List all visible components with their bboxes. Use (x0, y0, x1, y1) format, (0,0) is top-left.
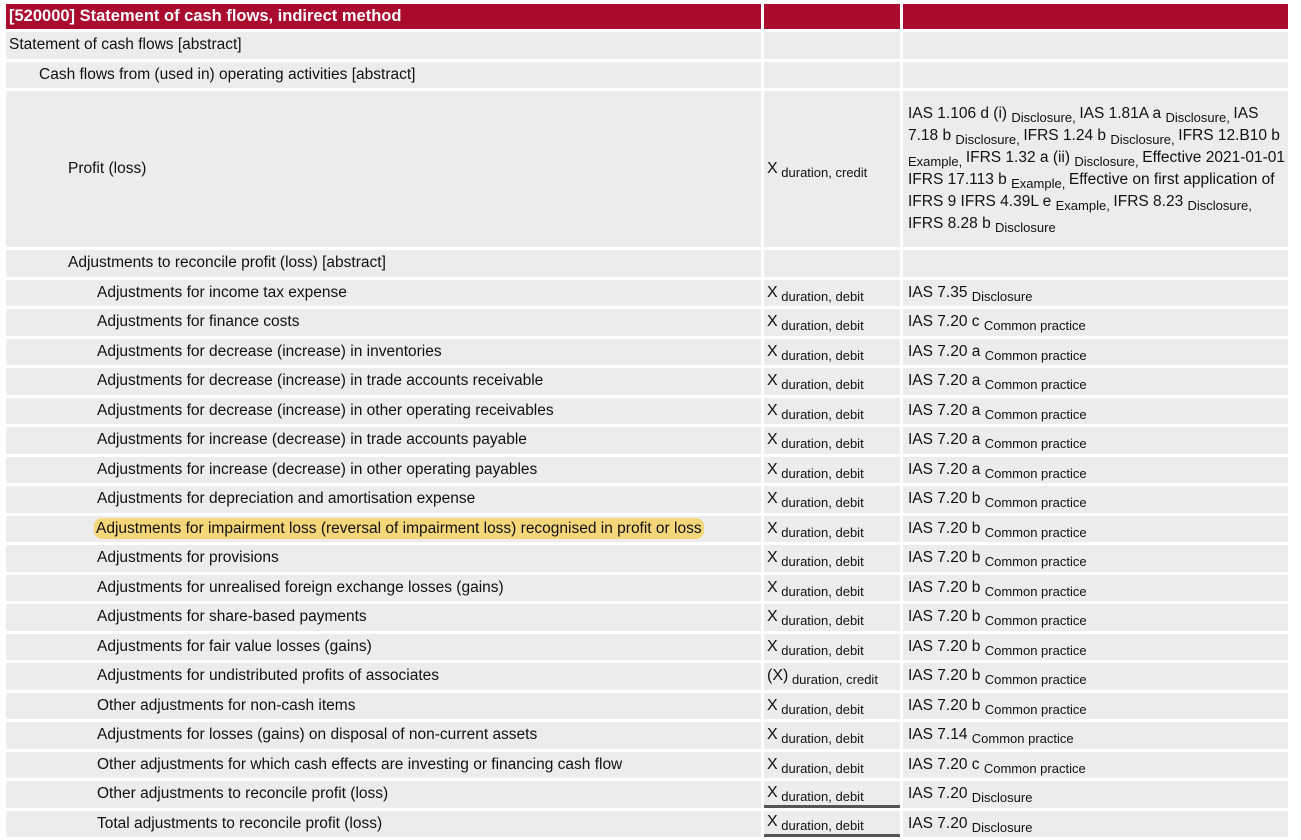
value-marker: X (767, 578, 778, 596)
reference-text: IFRS 8.28 b (908, 214, 996, 232)
references-cell (903, 604, 1288, 631)
table-row (6, 752, 1288, 779)
reference-text: Effective on first application of IFRS 9 IFRS 4.39L e (908, 170, 1275, 210)
references-cell (903, 427, 1288, 454)
reference-separator: , (1106, 197, 1114, 213)
concept-label-cell (6, 339, 761, 366)
reference-text: IAS 7.18 b (908, 104, 1259, 144)
reference-type: Disclosure (971, 288, 1033, 304)
references-cell (903, 663, 1288, 690)
concept-label: Adjustments for income tax expense (97, 283, 347, 301)
section-title: [520000] Statement of cash flows, indirect method (6, 4, 761, 29)
concept-label: Adjustments for share-based payments (97, 608, 367, 626)
references-cell (903, 486, 1288, 513)
reference-text: IAS 7.20 a (908, 401, 985, 419)
reference-text: IAS 7.20 a (908, 460, 985, 478)
concept-label: Adjustments for decrease (increase) in other operating receivables (97, 401, 554, 419)
concept-label: Profit (loss) (68, 160, 147, 177)
period-balance-type: duration, debit (777, 318, 864, 334)
reference-text: IFRS 8.23 (1113, 192, 1188, 210)
value-marker: X (767, 431, 778, 449)
concept-label: Adjustments for decrease (increase) in trade accounts receivable (97, 372, 544, 390)
balance-cell (764, 368, 900, 395)
table-row (6, 398, 1288, 425)
concept-label-cell (6, 811, 761, 838)
reference-type: Common practice (984, 642, 1087, 658)
concept-label: Total adjustments to reconcile profit (loss) (97, 814, 383, 832)
references-cell (903, 398, 1288, 425)
table-row (6, 250, 1288, 277)
references-cell (903, 516, 1288, 543)
references-cell (903, 280, 1288, 307)
references-cell (903, 722, 1288, 749)
table-row (6, 634, 1288, 661)
value-marker: X (767, 160, 778, 177)
concept-label: Adjustments for depreciation and amortisation expense (97, 490, 476, 508)
table-row (6, 309, 1288, 336)
concept-label-cell (6, 457, 761, 484)
value-marker: X (767, 372, 778, 390)
reference-separator: , (1061, 175, 1069, 191)
table-row (6, 604, 1288, 631)
table-row (6, 663, 1288, 690)
references-cell (903, 634, 1288, 661)
concept-label-cell (6, 663, 761, 690)
reference-text: IAS 7.20 (908, 814, 972, 832)
reference-text: IFRS 1.24 b (1023, 126, 1111, 144)
reference-type: Common practice (984, 583, 1087, 599)
reference-type: Common practice (984, 347, 1087, 363)
reference-type: Disclosure (955, 131, 1017, 147)
reference-type: Disclosure (971, 819, 1033, 835)
balance-cell (764, 250, 900, 277)
balance-cell (764, 486, 900, 513)
period-balance-type: duration, debit (777, 731, 864, 747)
reference-type: Common practice (984, 436, 1087, 452)
balance-cell (764, 604, 900, 631)
reference-type: Common practice (984, 672, 1087, 688)
table-row (6, 339, 1288, 366)
concept-label-cell (6, 634, 761, 661)
table-body (6, 32, 1288, 837)
period-balance-type: duration, debit (777, 436, 864, 452)
concept-label-cell (6, 250, 761, 277)
value-marker: X (767, 283, 778, 301)
reference-text: IAS 7.20 a (908, 431, 985, 449)
reference-text: Effective 2021-01-01 IFRS 17.113 b (908, 148, 1286, 188)
references-cell (903, 781, 1288, 808)
period-balance-type: duration, debit (777, 613, 864, 629)
concept-label: Statement of cash flows [abstract] (9, 36, 242, 54)
concept-label: Adjustments to reconcile profit (loss) [abstract] (68, 254, 386, 272)
balance-cell (764, 91, 900, 247)
concept-label-cell (6, 693, 761, 720)
reference-text: IAS 7.35 (908, 283, 972, 301)
value-marker: X (767, 342, 778, 360)
reference-type: Common practice (984, 465, 1087, 481)
concept-label: Adjustments for unrealised foreign exchange losses (gains) (97, 578, 504, 596)
references-cell (903, 368, 1288, 395)
balance-cell (764, 457, 900, 484)
reference-text: IAS 7.20 a (908, 342, 985, 360)
table-row (6, 693, 1288, 720)
value-marker: X (767, 783, 778, 801)
concept-label-cell (6, 427, 761, 454)
concept-label: Adjustments for finance costs (97, 313, 300, 331)
references-cell (903, 250, 1288, 277)
concept-label: Other adjustments for non-cash items (97, 696, 356, 714)
concept-label-cell (6, 722, 761, 749)
balance-cell (764, 516, 900, 543)
references-cell (903, 32, 1288, 59)
reference-type: Common practice (984, 377, 1087, 393)
concept-label: Adjustments for losses (gains) on disposal of non-current assets (97, 726, 538, 744)
reference-text: IAS 7.20 b (908, 696, 985, 714)
reference-text: IAS 7.20 b (908, 608, 985, 626)
period-balance-type: duration, debit (777, 642, 864, 658)
references-cell (903, 575, 1288, 602)
table-row (6, 32, 1288, 59)
concept-label-cell (6, 280, 761, 307)
reference-type: Disclosure (1165, 109, 1227, 125)
balance-cell (764, 398, 900, 425)
reference-type: Disclosure (971, 790, 1033, 806)
reference-text: IAS 7.20 b (908, 519, 985, 537)
table-row (6, 486, 1288, 513)
reference-type: Example (1055, 197, 1107, 213)
value-marker: X (767, 726, 778, 744)
highlighted-concept-label: Adjustments for impairment loss (reversal of impairment loss) recognised in profit or loss (96, 519, 702, 537)
reference-text: IAS 1.106 d (i) (908, 104, 1012, 122)
reference-type: Common practice (984, 554, 1087, 570)
table-row (6, 427, 1288, 454)
value-marker: X (767, 637, 778, 655)
reference-type: Disclosure (995, 219, 1056, 235)
reference-text: IAS 7.20 c (908, 755, 984, 773)
reference-text: IAS 7.20 b (908, 667, 985, 685)
balance-cell (764, 62, 900, 89)
concept-label-cell (6, 368, 761, 395)
value-marker: X (767, 755, 778, 773)
concept-label-cell (6, 62, 761, 89)
reference-type: Common practice (984, 495, 1087, 511)
period-balance-type: duration, debit (777, 788, 864, 804)
balance-cell (764, 634, 900, 661)
balance-cell (764, 545, 900, 572)
value-marker: X (767, 608, 778, 626)
period-balance-type: duration, debit (777, 554, 864, 570)
concept-label-cell (6, 91, 761, 247)
reference-text: IAS 7.20 b (908, 490, 985, 508)
reference-separator: , (1171, 131, 1179, 147)
period-balance-type: duration, credit (777, 165, 868, 180)
value-marker: X (767, 313, 778, 331)
table-row (6, 62, 1288, 89)
concept-label: Adjustments for increase (decrease) in trade accounts payable (97, 431, 527, 449)
balance-cell (764, 722, 900, 749)
concept-label-cell (6, 32, 761, 59)
reference-type: Disclosure (1187, 197, 1249, 213)
period-balance-type: duration, debit (777, 760, 864, 776)
table-row (6, 575, 1288, 602)
balance-cell (764, 280, 900, 307)
reference-separator: , (1016, 131, 1024, 147)
balance-cell (764, 309, 900, 336)
table-row (6, 457, 1288, 484)
period-balance-type: duration, debit (777, 495, 864, 511)
value-marker: X (767, 813, 778, 831)
reference-type: Example (908, 153, 959, 169)
table-row (6, 811, 1288, 838)
concept-label-cell (6, 781, 761, 808)
reference-type: Common practice (984, 406, 1087, 422)
reference-text: IAS 7.20 a (908, 372, 985, 390)
concept-label-cell (6, 545, 761, 572)
reference-text: IAS 7.20 b (908, 549, 985, 567)
reference-text: IAS 1.81A a (1079, 104, 1166, 122)
references-cell (903, 811, 1288, 838)
table-row (6, 91, 1288, 247)
period-balance-type: duration, debit (777, 524, 864, 540)
reference-text: IAS 7.20 c (908, 313, 984, 331)
reference-separator: , (958, 153, 966, 169)
references-cell (903, 309, 1288, 336)
reference-type: Common practice (984, 524, 1087, 540)
reference-type: Disclosure (1074, 153, 1136, 169)
references-cell (903, 693, 1288, 720)
taxonomy-table (3, 1, 1291, 840)
reference-text: IAS 7.20 b (908, 637, 985, 655)
balance-cell (764, 781, 900, 808)
references-cell (903, 457, 1288, 484)
reference-text: IFRS 12.B10 b (1178, 126, 1280, 144)
references-cell (903, 339, 1288, 366)
reference-type: Common practice (971, 731, 1074, 747)
reference-type: Common practice (983, 318, 1086, 334)
concept-label-cell (6, 516, 761, 543)
references-cell (903, 752, 1288, 779)
table-row (6, 280, 1288, 307)
references-cell (903, 62, 1288, 89)
period-balance-type: duration, debit (777, 288, 864, 304)
references-cell (903, 545, 1288, 572)
reference-text: IAS 7.20 (908, 785, 972, 803)
period-balance-type: duration, debit (777, 701, 864, 717)
concept-label-cell (6, 752, 761, 779)
concept-label-cell (6, 398, 761, 425)
reference-text: IFRS 1.32 a (ii) (965, 148, 1075, 166)
table-row (6, 545, 1288, 572)
concept-label: Adjustments for undistributed profits of associates (97, 667, 440, 685)
period-balance-type: duration, debit (777, 377, 864, 393)
value-marker: X (767, 460, 778, 478)
concept-label: Adjustments for provisions (97, 549, 279, 567)
table-header-row (6, 4, 1288, 29)
period-balance-type: duration, credit (788, 672, 878, 688)
period-balance-type: duration, debit (777, 465, 864, 481)
concept-label: Adjustments for decrease (increase) in inventories (97, 342, 442, 360)
reference-type: Disclosure (1011, 109, 1073, 125)
reference-text: IAS 7.20 b (908, 578, 985, 596)
balance-cell (764, 752, 900, 779)
balance-cell (764, 663, 900, 690)
references-cell (903, 91, 1288, 247)
period-balance-type: duration, debit (777, 406, 864, 422)
period-balance-type: duration, debit (777, 347, 864, 363)
balance-cell (764, 32, 900, 59)
reference-separator: , (1072, 109, 1080, 125)
value-marker: X (767, 519, 778, 537)
value-marker: X (767, 549, 778, 567)
reference-type: Common practice (983, 760, 1086, 776)
balance-cell (764, 427, 900, 454)
value-marker: X (767, 696, 778, 714)
value-marker: (X) (767, 667, 789, 685)
reference-separator: , (1135, 153, 1143, 169)
reference-type: Common practice (984, 701, 1087, 717)
value-marker: X (767, 490, 778, 508)
concept-label: Adjustments for fair value losses (gains) (97, 637, 372, 655)
concept-label-cell (6, 604, 761, 631)
header-blank-cell (903, 4, 1288, 29)
reference-separator: , (1248, 197, 1252, 213)
table-row (6, 368, 1288, 395)
concept-label-cell (6, 575, 761, 602)
reference-text: IAS 7.14 (908, 726, 972, 744)
balance-cell (764, 811, 900, 838)
concept-label-cell (6, 486, 761, 513)
balance-cell (764, 339, 900, 366)
period-balance-type: duration, debit (777, 818, 864, 834)
header-blank-cell (764, 4, 900, 29)
reference-type: Common practice (984, 613, 1087, 629)
concept-label: Other adjustments to reconcile profit (loss) (97, 785, 389, 803)
period-balance-type: duration, debit (777, 583, 864, 599)
reference-type: Disclosure (1110, 131, 1172, 147)
reference-separator: , (1226, 109, 1234, 125)
balance-cell (764, 693, 900, 720)
balance-cell (764, 575, 900, 602)
reference-type: Example (1011, 175, 1062, 191)
table-row (6, 722, 1288, 749)
value-marker: X (767, 401, 778, 419)
table-row (6, 781, 1288, 808)
concept-label-cell (6, 309, 761, 336)
table-row (6, 516, 1288, 543)
concept-label: Cash flows from (used in) operating activities [abstract] (39, 65, 416, 83)
concept-label: Adjustments for increase (decrease) in other operating payables (97, 460, 538, 478)
concept-label: Other adjustments for which cash effects are investing or financing cash flow (97, 755, 623, 773)
